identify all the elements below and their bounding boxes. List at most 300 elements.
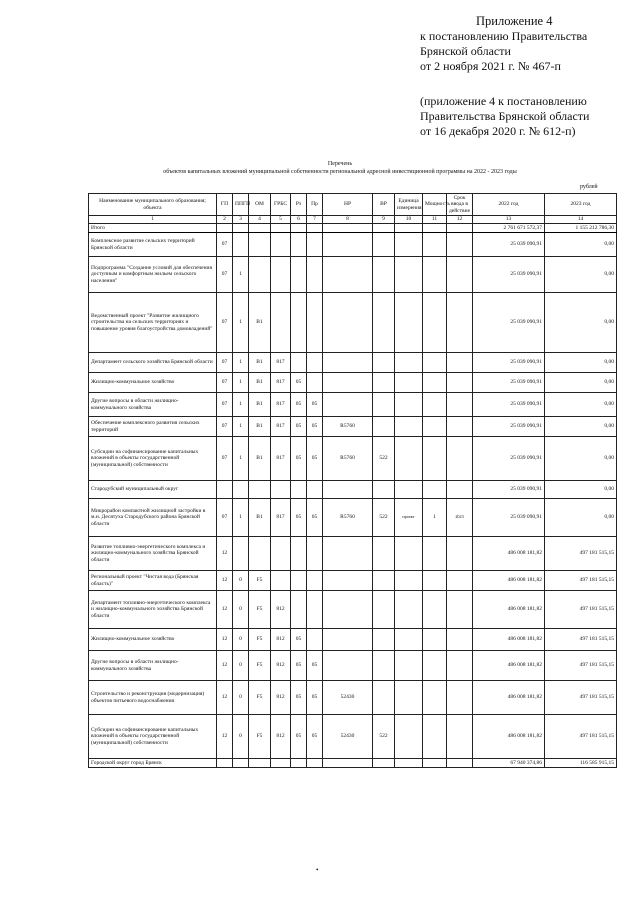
cell-grbs [271, 233, 291, 257]
cell-power [423, 233, 447, 257]
cell-nr: 52430 [323, 681, 373, 715]
cell-power [423, 481, 447, 499]
document-title-line2: объектов капитальных вложений муниципальной собственности региональной адресной инвестиционной программы на 2022 - 2023 годы [163, 169, 517, 175]
table-row [89, 233, 617, 257]
cell-vr: 522 [373, 499, 395, 537]
table-row [89, 373, 617, 393]
cell-grbs: 812 [271, 715, 291, 759]
cell-grbs [271, 223, 291, 232]
cell-name: Субсидии на софинансирование капитальных вложений в объекты государственной (муниципальной) собственности [89, 437, 217, 481]
cell-name: Стародубский муниципальный округ [89, 481, 217, 499]
footer-mark: • [316, 866, 319, 874]
cell-gp [217, 759, 233, 768]
cell-term [447, 293, 473, 353]
cell-nr [323, 373, 373, 393]
cell-y2023: 0,00 [545, 499, 617, 537]
cell-rz [291, 571, 307, 591]
cell-grbs: 812 [271, 629, 291, 651]
cell-om: В1 [249, 353, 271, 373]
cell-pgp: 1 [233, 499, 249, 537]
cell-pr [307, 353, 323, 373]
cell-vr [373, 233, 395, 257]
cell-nr [323, 233, 373, 257]
cell-y2022: 25 039 090,91 [473, 481, 545, 499]
header-rz: Рз [291, 194, 307, 216]
cell-unit [395, 481, 423, 499]
cell-om [249, 759, 271, 768]
table-row [89, 759, 617, 768]
header-pgp: ППГП [233, 194, 249, 216]
cell-rz [291, 481, 307, 499]
table-row [89, 293, 617, 353]
cell-power [423, 257, 447, 293]
cell-grbs [271, 481, 291, 499]
cell-pr [307, 293, 323, 353]
cell-term [447, 715, 473, 759]
cell-y2022: 25 039 090,91 [473, 417, 545, 437]
investment-table [88, 193, 617, 768]
cell-term [447, 681, 473, 715]
header-om: ОМ [249, 194, 271, 216]
cell-om: В1 [249, 417, 271, 437]
cell-pr [307, 373, 323, 393]
cell-unit [395, 651, 423, 681]
cell-term [447, 759, 473, 768]
cell-power [423, 417, 447, 437]
cell-name: Итого [89, 223, 217, 232]
cell-nr: 52430 [323, 715, 373, 759]
cell-y2023: 1 155 212 786,30 [545, 223, 617, 232]
cell-nr [323, 651, 373, 681]
cell-om: F5 [249, 629, 271, 651]
cell-rz [291, 353, 307, 373]
cell-y2023: 0,00 [545, 481, 617, 499]
cell-vr [373, 481, 395, 499]
cell-name: Департамент сельского хозяйства Брянской области [89, 353, 217, 373]
cell-pr: 05 [307, 681, 323, 715]
cell-pr: 05 [307, 417, 323, 437]
cell-y2022: 25 039 090,91 [473, 499, 545, 537]
column-index: 2 [217, 216, 233, 223]
cell-y2023: 497 181 515,15 [545, 537, 617, 571]
cell-unit [395, 537, 423, 571]
cell-gp: 07 [217, 353, 233, 373]
cell-gp: 07 [217, 293, 233, 353]
cell-om: F5 [249, 681, 271, 715]
cell-y2022: 25 039 090,91 [473, 393, 545, 417]
cell-unit [395, 257, 423, 293]
cell-term: 2023 [447, 499, 473, 537]
cell-om: В1 [249, 393, 271, 417]
cell-pr: 05 [307, 499, 323, 537]
cell-om: В1 [249, 373, 271, 393]
cell-y2022: 486 008 181,82 [473, 629, 545, 651]
cell-rz: 05 [291, 715, 307, 759]
table-row [89, 591, 617, 629]
cell-rz: 05 [291, 681, 307, 715]
cell-unit: проект [395, 499, 423, 537]
cell-power [423, 759, 447, 768]
cell-y2023: 497 181 515,15 [545, 651, 617, 681]
cell-y2023: 497 181 515,15 [545, 571, 617, 591]
cell-pgp: 1 [233, 373, 249, 393]
previous-appendix-line: Правительства Брянской области [420, 109, 590, 123]
cell-grbs [271, 293, 291, 353]
cell-y2023: 0,00 [545, 353, 617, 373]
cell-pr [307, 759, 323, 768]
cell-power [423, 293, 447, 353]
cell-gp: 07 [217, 437, 233, 481]
header-name: Наименование муниципального образования; объекта [89, 194, 217, 216]
cell-y2023: 0,00 [545, 393, 617, 417]
cell-grbs [271, 257, 291, 293]
cell-name: Жилищно-коммунальное хозяйство [89, 629, 217, 651]
appendix-line: Брянской области [420, 44, 511, 58]
cell-vr [373, 651, 395, 681]
cell-term [447, 629, 473, 651]
cell-unit [395, 629, 423, 651]
cell-power [423, 591, 447, 629]
cell-pgp [233, 481, 249, 499]
previous-appendix-line: от 16 декабря 2020 г. № 612-п) [420, 124, 576, 138]
column-index: 14 [545, 216, 617, 223]
cell-pr: 05 [307, 437, 323, 481]
cell-nr [323, 629, 373, 651]
cell-gp: 12 [217, 571, 233, 591]
table-row [89, 651, 617, 681]
cell-name: Региональный проект "Чистая вода (Брянская область)" [89, 571, 217, 591]
table-row [89, 257, 617, 293]
cell-y2022: 486 008 181,82 [473, 715, 545, 759]
cell-gp [217, 481, 233, 499]
cell-gp: 07 [217, 499, 233, 537]
previous-appendix-line: (приложение 4 к постановлению [420, 94, 587, 108]
cell-nr [323, 293, 373, 353]
cell-y2023: 497 181 515,15 [545, 681, 617, 715]
cell-unit [395, 233, 423, 257]
cell-unit [395, 437, 423, 481]
cell-pgp: 0 [233, 591, 249, 629]
cell-vr [373, 393, 395, 417]
cell-term [447, 353, 473, 373]
units-label: рублей [580, 184, 598, 190]
cell-grbs: 817 [271, 393, 291, 417]
cell-y2022: 25 039 090,91 [473, 437, 545, 481]
document-title [90, 160, 590, 176]
cell-grbs: 817 [271, 373, 291, 393]
cell-vr [373, 257, 395, 293]
cell-rz [291, 293, 307, 353]
cell-rz: 05 [291, 499, 307, 537]
column-index: 6 [291, 216, 307, 223]
cell-rz [291, 257, 307, 293]
column-index: 9 [373, 216, 395, 223]
appendix-header [420, 14, 635, 139]
table-row [89, 223, 617, 232]
cell-pgp: 1 [233, 353, 249, 373]
cell-nr [323, 257, 373, 293]
cell-pgp [233, 759, 249, 768]
cell-grbs: 817 [271, 499, 291, 537]
cell-pgp [233, 223, 249, 232]
cell-y2022: 486 008 181,82 [473, 681, 545, 715]
table-row [89, 571, 617, 591]
cell-unit [395, 681, 423, 715]
cell-vr [373, 681, 395, 715]
cell-name: Жилищно-коммунальное хозяйство [89, 373, 217, 393]
cell-om: В1 [249, 293, 271, 353]
table-row [89, 481, 617, 499]
cell-unit [395, 223, 423, 232]
cell-rz: 05 [291, 393, 307, 417]
cell-om: В1 [249, 437, 271, 481]
cell-name: Строительство и реконструкция (модернизация) объектов питьевого водоснабжения [89, 681, 217, 715]
header-grbs: ГРБС [271, 194, 291, 216]
cell-vr [373, 571, 395, 591]
cell-nr [323, 353, 373, 373]
appendix-line: от 2 ноября 2021 г. № 467-п [420, 59, 561, 73]
cell-nr: R5760 [323, 499, 373, 537]
cell-name: Департамент топливно-энергетического комплекса и жилищно-коммунального хозяйства Брянской области [89, 591, 217, 629]
cell-om [249, 233, 271, 257]
cell-y2022: 25 039 090,91 [473, 257, 545, 293]
cell-name: Субсидии на софинансирование капитальных вложений в объекты государственной (муниципальной) собственности [89, 715, 217, 759]
cell-nr [323, 223, 373, 232]
cell-power [423, 223, 447, 232]
cell-gp: 07 [217, 233, 233, 257]
cell-grbs: 812 [271, 591, 291, 629]
header-vr: ВР [373, 194, 395, 216]
cell-y2023: 497 181 515,15 [545, 715, 617, 759]
cell-term [447, 537, 473, 571]
cell-y2022: 25 039 090,91 [473, 353, 545, 373]
header-2023: 2023 год [545, 194, 617, 216]
column-index: 5 [271, 216, 291, 223]
cell-vr [373, 629, 395, 651]
cell-om: F5 [249, 591, 271, 629]
cell-unit [395, 417, 423, 437]
column-index: 10 [395, 216, 423, 223]
cell-pgp: 1 [233, 393, 249, 417]
cell-gp: 12 [217, 591, 233, 629]
cell-gp: 12 [217, 715, 233, 759]
document-title-line1: Перечень [327, 161, 353, 167]
cell-unit [395, 373, 423, 393]
cell-term [447, 257, 473, 293]
cell-nr: R5760 [323, 417, 373, 437]
cell-gp: 12 [217, 651, 233, 681]
cell-power [423, 537, 447, 571]
cell-power [423, 651, 447, 681]
cell-grbs: 812 [271, 681, 291, 715]
header-nr: НР [323, 194, 373, 216]
cell-term [447, 591, 473, 629]
cell-gp: 12 [217, 629, 233, 651]
cell-pr: 05 [307, 651, 323, 681]
cell-y2023: 0,00 [545, 373, 617, 393]
cell-rz: 05 [291, 437, 307, 481]
cell-vr [373, 373, 395, 393]
cell-pr [307, 537, 323, 571]
cell-pr [307, 233, 323, 257]
cell-pr [307, 481, 323, 499]
cell-name: Микрорайон компактной жилищной застройки в м.н. Десятуха Стародубского района Брянской области [89, 499, 217, 537]
table-row [89, 715, 617, 759]
cell-rz [291, 233, 307, 257]
cell-pgp [233, 537, 249, 571]
cell-pgp: 1 [233, 293, 249, 353]
appendix-line: к постановлению Правительства [420, 29, 588, 43]
cell-pr [307, 591, 323, 629]
cell-unit [395, 353, 423, 373]
cell-pgp: 0 [233, 629, 249, 651]
cell-vr: 522 [373, 437, 395, 481]
cell-term [447, 437, 473, 481]
cell-om: В1 [249, 499, 271, 537]
cell-pgp: 0 [233, 681, 249, 715]
table-row [89, 629, 617, 651]
cell-power [423, 373, 447, 393]
cell-y2023: 116 585 915,15 [545, 759, 617, 768]
cell-grbs: 812 [271, 651, 291, 681]
cell-power [423, 393, 447, 417]
cell-vr: 522 [373, 715, 395, 759]
cell-y2022: 25 039 090,91 [473, 293, 545, 353]
cell-pr: 05 [307, 393, 323, 417]
cell-power [423, 715, 447, 759]
cell-nr: R5760 [323, 437, 373, 481]
cell-pgp: 1 [233, 437, 249, 481]
column-index: 11 [423, 216, 447, 223]
table-row [89, 537, 617, 571]
table-row [89, 393, 617, 417]
header-pr: Пр [307, 194, 323, 216]
cell-om: F5 [249, 715, 271, 759]
cell-rz: 05 [291, 629, 307, 651]
cell-term [447, 571, 473, 591]
column-index: 4 [249, 216, 271, 223]
header-unit: Единица измерения [395, 194, 423, 216]
cell-term [447, 481, 473, 499]
table-body [89, 223, 617, 768]
cell-vr [373, 293, 395, 353]
cell-term [447, 233, 473, 257]
cell-gp: 07 [217, 257, 233, 293]
cell-power [423, 571, 447, 591]
cell-om [249, 223, 271, 232]
cell-rz: 05 [291, 373, 307, 393]
cell-pgp [233, 233, 249, 257]
cell-power [423, 629, 447, 651]
cell-unit [395, 571, 423, 591]
cell-gp: 07 [217, 393, 233, 417]
cell-name: Подпрограмма "Создание условий для обеспечения доступным и комфортным жильем сельского населения" [89, 257, 217, 293]
cell-pgp: 0 [233, 571, 249, 591]
cell-term [447, 417, 473, 437]
cell-term [447, 373, 473, 393]
cell-pgp: 1 [233, 257, 249, 293]
cell-y2023: 497 181 515,15 [545, 591, 617, 629]
cell-name: Развитие топливно-энергетического комплекса и жилищно-коммунального хозяйства Брянской области [89, 537, 217, 571]
cell-name: Другие вопросы в области жилищно-коммунального хозяйства [89, 651, 217, 681]
cell-y2022: 67 940 374,86 [473, 759, 545, 768]
cell-pr [307, 629, 323, 651]
cell-vr [373, 223, 395, 232]
cell-om [249, 481, 271, 499]
cell-rz: 05 [291, 417, 307, 437]
cell-unit [395, 759, 423, 768]
cell-nr [323, 571, 373, 591]
cell-nr [323, 537, 373, 571]
cell-y2023: 0,00 [545, 437, 617, 481]
cell-name: Комплексное развитие сельских территорий Брянской области [89, 233, 217, 257]
cell-vr [373, 353, 395, 373]
cell-y2022: 25 039 090,91 [473, 233, 545, 257]
cell-y2022: 486 008 181,82 [473, 591, 545, 629]
cell-y2023: 0,00 [545, 417, 617, 437]
cell-rz [291, 759, 307, 768]
cell-pgp: 0 [233, 715, 249, 759]
column-index-row [89, 216, 617, 223]
cell-y2022: 25 039 090,91 [473, 373, 545, 393]
cell-unit [395, 591, 423, 629]
table-header-row [89, 194, 617, 216]
cell-grbs: 817 [271, 353, 291, 373]
header-gp: ГП [217, 194, 233, 216]
cell-pgp: 1 [233, 417, 249, 437]
cell-om: F5 [249, 651, 271, 681]
cell-unit [395, 393, 423, 417]
cell-rz [291, 537, 307, 571]
column-index: 1 [89, 216, 217, 223]
cell-grbs: 817 [271, 437, 291, 481]
cell-power [423, 437, 447, 481]
cell-rz [291, 591, 307, 629]
table-row [89, 499, 617, 537]
cell-power [423, 681, 447, 715]
column-index: 7 [307, 216, 323, 223]
cell-vr [373, 591, 395, 629]
cell-gp: 12 [217, 537, 233, 571]
cell-y2022: 486 008 181,82 [473, 651, 545, 681]
table-row [89, 681, 617, 715]
cell-om [249, 257, 271, 293]
column-index: 8 [323, 216, 373, 223]
cell-grbs [271, 537, 291, 571]
table-row [89, 437, 617, 481]
cell-name: Ведомственный проект "Развитие жилищного строительства на сельских территориях и повышение уровня благоустройства домовладений" [89, 293, 217, 353]
cell-rz: 05 [291, 651, 307, 681]
cell-y2023: 497 181 515,15 [545, 629, 617, 651]
cell-om [249, 537, 271, 571]
cell-om: F5 [249, 571, 271, 591]
cell-name: Другие вопросы в области жилищно-коммунального хозяйства [89, 393, 217, 417]
cell-pr [307, 257, 323, 293]
cell-vr [373, 759, 395, 768]
cell-nr [323, 759, 373, 768]
cell-term [447, 393, 473, 417]
cell-y2023: 0,00 [545, 257, 617, 293]
cell-y2022: 2 761 671 572,37 [473, 223, 545, 232]
cell-y2023: 0,00 [545, 293, 617, 353]
cell-power [423, 353, 447, 373]
column-index: 12 [447, 216, 473, 223]
cell-grbs: 817 [271, 417, 291, 437]
cell-gp: 07 [217, 373, 233, 393]
header-2022: 2022 год [473, 194, 545, 216]
cell-gp [217, 223, 233, 232]
cell-gp: 07 [217, 417, 233, 437]
